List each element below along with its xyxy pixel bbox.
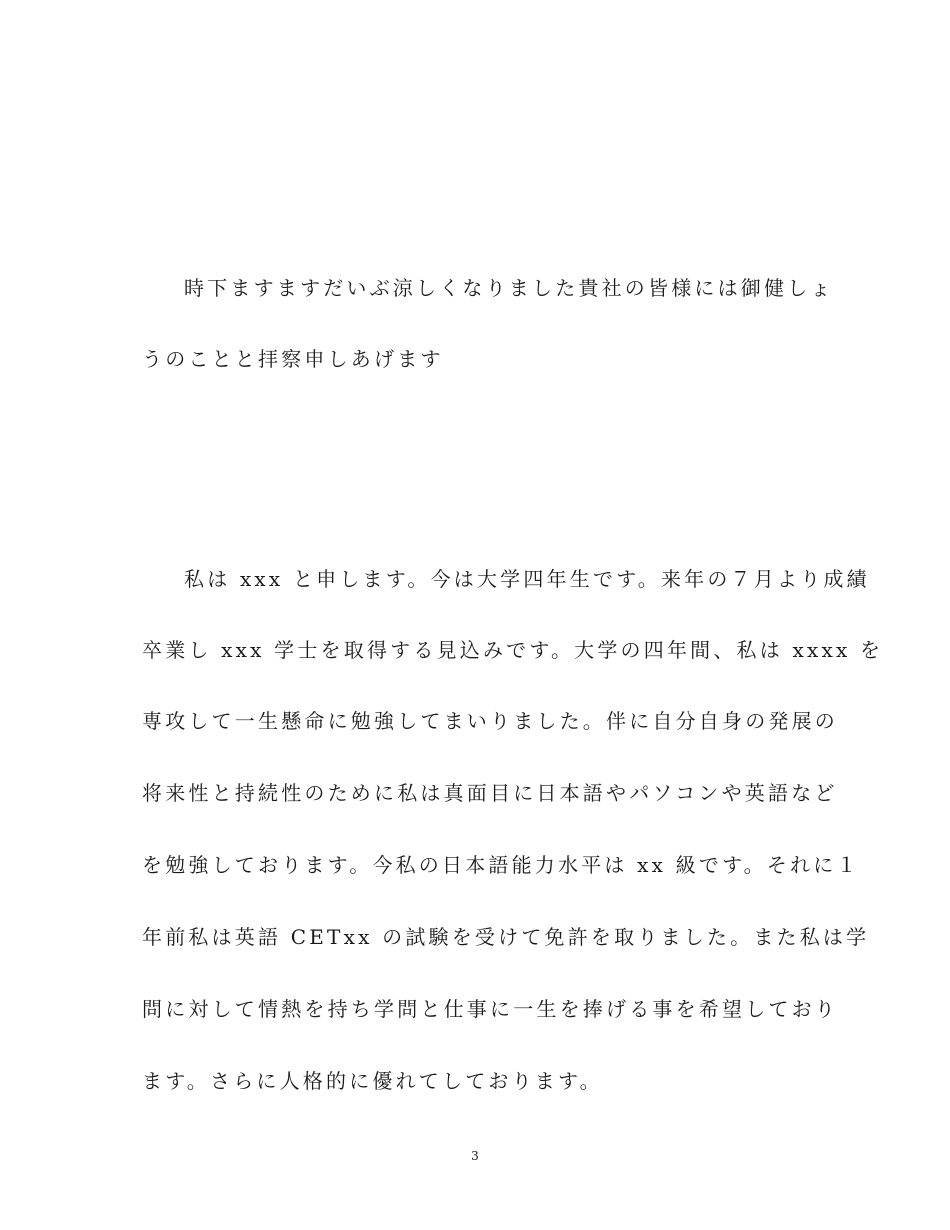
paragraph-line: うのことと拝察申しあげます (142, 347, 444, 371)
page-number: 3 (471, 1149, 479, 1163)
paragraph-line: 専攻して一生懸命に勉強してまいりました。伴に自分自身の発展の (142, 709, 838, 733)
paragraph-line: 問に対して情熱を持ち学問と仕事に一生を捧げる事を希望しており (142, 997, 838, 1021)
paragraph-line: ます。さらに人格的に優れてしております。 (142, 1069, 603, 1093)
paragraph-line: を勉強しております。今私の日本語能力水平は xx 級です。それに１ (142, 853, 860, 877)
paragraph-line: 卒業し xxx 学士を取得する見込みです。大学の四年間、私は xxxx を (142, 638, 884, 662)
paragraph-line: 将来性と持続性のために私は真面目に日本語やパソコンや英語など (142, 781, 838, 805)
paragraph-line: 年前私は英語 CETxx の試験を受けて免許を取りました。また私は学 (142, 925, 870, 949)
paragraph-line: 私は xxx と申します。今は大学四年生です。来年の７月より成績 (184, 567, 870, 591)
paragraph-line: 時下ますますだいぶ涼しくなりました貴社の皆様には御健しょ (184, 276, 834, 300)
